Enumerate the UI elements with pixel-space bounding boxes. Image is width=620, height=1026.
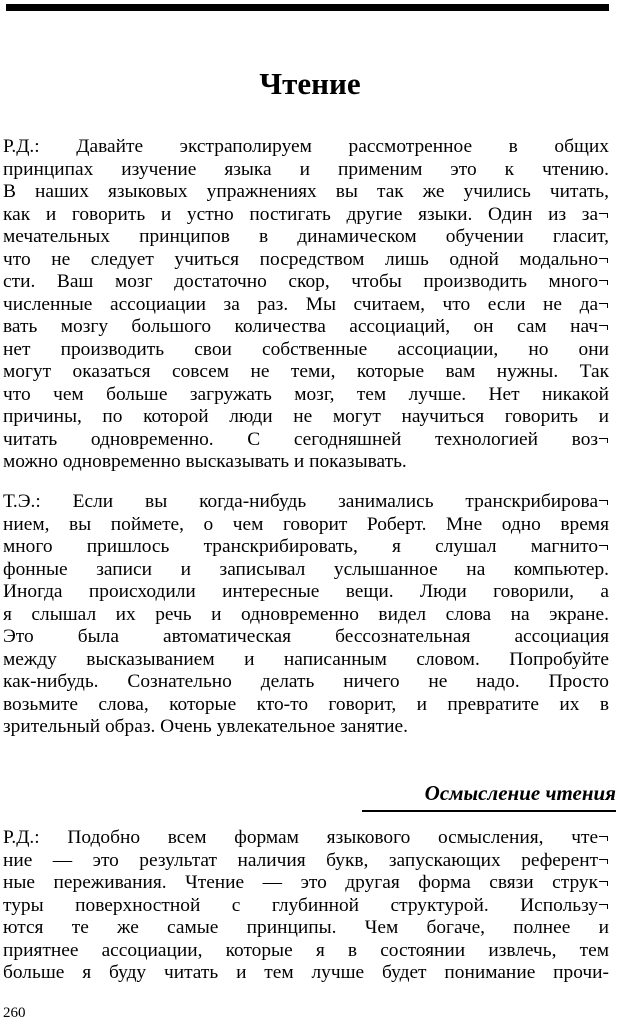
paragraph-1 [3,136,609,474]
text-line: Это была автоматическая бессознательная ассоциация [3,626,609,647]
text-line: больше я буду читать и тем лучше будет понимание прочи- [3,962,609,983]
paragraph-3 [3,827,609,985]
paragraph-2 [3,491,609,739]
text-line: между высказыванием и написанным словом. Попробуйте [3,648,609,670]
text-line: ные переживания. Чтение — это другая форма связи струк¬ [3,872,609,893]
section-title: Осмысление чтения [424,781,616,805]
text-line: численные ассоциации за раз. Мы считаем, что если не да¬ [3,293,609,315]
text-line: фонные записи и записывал услышанное на компьютер. [3,558,609,580]
text-line: туры поверхностной с глубинной структурой. Использу¬ [3,894,609,916]
text-line: как и говорить и устно постигать другие языки. Один из за¬ [3,203,609,225]
text-line: могут оказаться совсем не теми, которые вам нужны. Так [3,361,609,382]
text-line: я слышал их речь и одновременно видел слова на экране. [3,603,609,625]
text-line: принципах изучение языка и применим это к чтению. [3,158,609,180]
text-line: приятнее ассоциации, которые я в состоянии извлечь, тем [3,939,609,961]
text-line: Т.Э.: Если вы когда-нибудь занимались транскрибирова¬ [3,491,609,512]
text-line: ются те же самые принципы. Чем богаче, полнее и [3,917,609,938]
text-line: зрительный образ. Очень увлекательное занятие. [3,716,408,737]
text-line: Р.Д.: Давайте экстраполируем рассмотренное в общих [3,136,609,157]
text-line: ние — это результат наличия букв, запускающих референт¬ [3,849,609,871]
text-line: вать мозгу большого количества ассоциаций, он сам нач¬ [3,316,609,337]
text-line: сти. Ваш мозг достаточно скор, чтобы производить много¬ [3,271,609,292]
text-line: В наших языковых упражнениях вы так же учились читать, [3,181,609,202]
text-line: Иногда происходили интересные вещи. Люди говорили, а [3,581,609,602]
text-line: что чем больше загружать мозг, тем лучше. Нет никакой [3,383,609,405]
text-line: нет производить свои собственные ассоциации, но они [3,338,609,360]
page-title: Чтение [259,66,361,101]
text-line: Р.Д.: Подобно всем формам языкового осмысления, чте¬ [3,827,609,848]
text-line: как-нибудь. Сознательно делать ничего не надо. Просто [3,671,609,692]
text-line: много пришлось транскрибировать, я слушал магнито¬ [3,536,609,557]
page-number: 260 [3,1005,26,1021]
text-line: можно одновременно высказывать и показывать. [3,451,407,472]
text-line: причины, по которой люди не могут научиться говорить и [3,406,609,427]
section-underline [362,810,616,812]
text-line: что не следует учиться посредством лишь одной модально¬ [3,248,609,270]
text-line: возьмите слова, которые кто-то говорит, и превратите их в [3,693,609,715]
top-rule [6,4,609,11]
text-line: нием, вы поймете, о чем говорит Роберт. Мне одно время [3,513,609,535]
text-line: мечательных принципов в динамическом обучении гласит, [3,226,609,247]
text-line: читать одновременно. С сегодняшней технологией воз¬ [3,428,609,450]
